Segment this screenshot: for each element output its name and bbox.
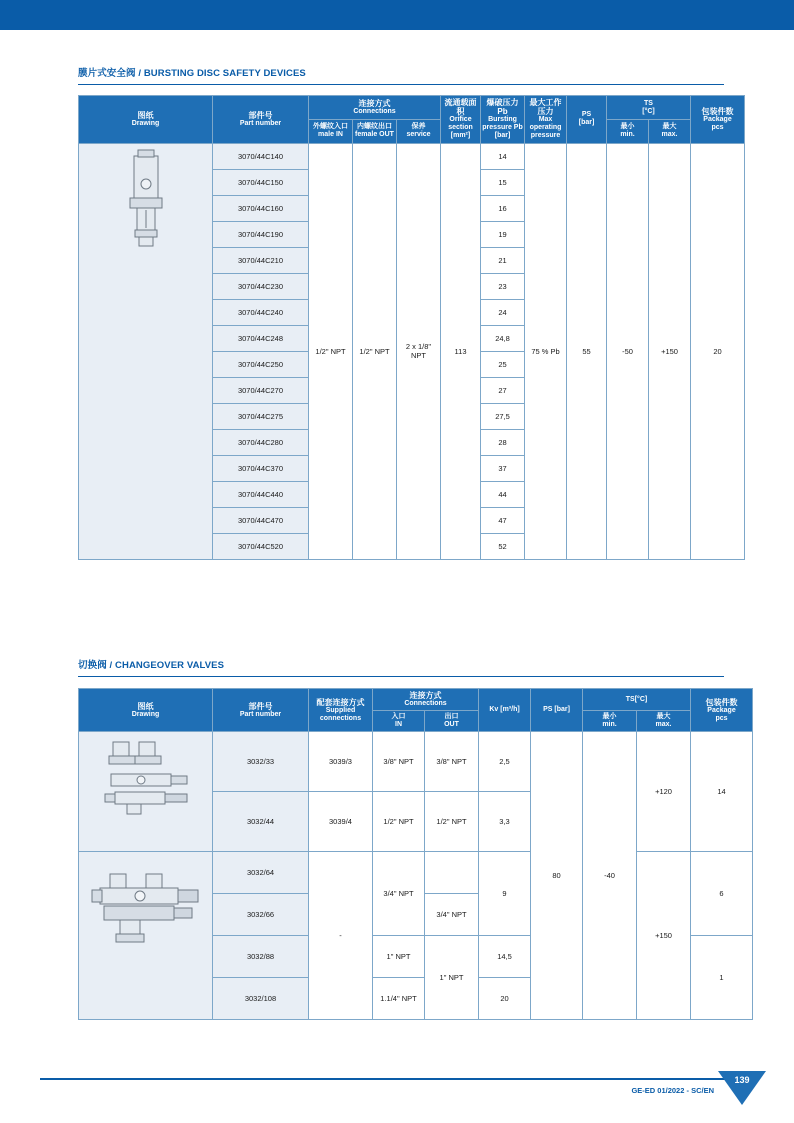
part-number-cell: 3070/44C270 [213, 377, 309, 403]
kv-cell: 14,5 [479, 936, 531, 978]
th-package: 包装件数 Package pcs [691, 96, 745, 144]
in-cell: 1.1/4" NPT [373, 978, 425, 1020]
female-out-cell: 1/2" NPT [353, 143, 397, 559]
bursting-pressure-cell: 37 [481, 455, 525, 481]
out-cell: 1/2" NPT [425, 792, 479, 852]
supplied-connections-cell: 3039/3 [309, 732, 373, 792]
th-connections: 连接方式 Connections [373, 689, 479, 711]
drawing-changeover-large [79, 852, 213, 1020]
bursting-disc-valve-drawing [116, 146, 176, 266]
ps-cell: 80 [531, 732, 583, 1020]
part-number-cell: 3032/88 [213, 936, 309, 978]
part-number-cell: 3032/108 [213, 978, 309, 1020]
out-cell: 1" NPT [425, 936, 479, 1020]
kv-cell: 20 [479, 978, 531, 1020]
section-1-rule [78, 84, 724, 85]
part-number-cell: 3032/33 [213, 732, 309, 792]
in-cell: 1/2" NPT [373, 792, 425, 852]
ts-min-cell: -50 [607, 143, 649, 559]
bursting-pressure-cell: 14 [481, 143, 525, 169]
th-male-in: 外螺纹入口 male IN [309, 120, 353, 143]
th-ts-min: 最小 min. [583, 711, 637, 732]
th-ps: PS [bar] [567, 96, 607, 144]
package-cell: 14 [691, 732, 753, 852]
max-operating-cell: 75 % Pb [525, 143, 567, 559]
changeover-valves-table [78, 688, 753, 1020]
th-ts: TS[°C] [583, 689, 691, 711]
part-number-cell: 3070/44C250 [213, 351, 309, 377]
part-number-cell: 3070/44C248 [213, 325, 309, 351]
part-number-cell: 3070/44C275 [213, 403, 309, 429]
table-header-row [79, 96, 745, 120]
part-number-cell: 3070/44C210 [213, 247, 309, 273]
bursting-disc-table [78, 95, 745, 560]
part-number-cell: 3070/44C140 [213, 143, 309, 169]
bursting-pressure-cell: 24 [481, 299, 525, 325]
bursting-pressure-cell: 23 [481, 273, 525, 299]
th-drawing: 图纸 Drawing [79, 96, 213, 144]
bursting-pressure-cell: 27,5 [481, 403, 525, 429]
footer-code: GE-ED 01/2022 - SC/EN [631, 1086, 714, 1095]
table-header-row [79, 689, 753, 711]
th-supplied-connections: 配套连接方式 Supplied connections [309, 689, 373, 732]
part-number-cell: 3070/44C190 [213, 221, 309, 247]
bursting-pressure-cell: 47 [481, 507, 525, 533]
part-number-cell: 3070/44C240 [213, 299, 309, 325]
part-number-cell: 3032/44 [213, 792, 309, 852]
part-number-cell: 3070/44C280 [213, 429, 309, 455]
out-cell: 3/8" NPT [425, 732, 479, 792]
bursting-pressure-cell: 44 [481, 481, 525, 507]
kv-cell: 2,5 [479, 732, 531, 792]
th-part-number: 部件号 Part number [213, 689, 309, 732]
kv-cell: 3,3 [479, 792, 531, 852]
th-service: 保养 service [397, 120, 441, 143]
th-package: 包装件数 Package pcs [691, 689, 753, 732]
th-out: 出口 OUT [425, 711, 479, 732]
bursting-pressure-cell: 27 [481, 377, 525, 403]
bursting-pressure-cell: 19 [481, 221, 525, 247]
bursting-pressure-cell: 24,8 [481, 325, 525, 351]
in-cell: 1" NPT [373, 936, 425, 978]
ts-max-cell: +150 [637, 852, 691, 1020]
in-cell: 3/8" NPT [373, 732, 425, 792]
th-ps: PS [bar] [531, 689, 583, 732]
part-number-cell: 3070/44C150 [213, 169, 309, 195]
kv-cell: 9 [479, 852, 531, 936]
bursting-pressure-cell: 28 [481, 429, 525, 455]
th-orifice: 流通载面积 Orifice section [mm²] [441, 96, 481, 144]
th-drawing: 图纸 Drawing [79, 689, 213, 732]
bursting-pressure-cell: 52 [481, 533, 525, 559]
bursting-pressure-cell: 16 [481, 195, 525, 221]
supplied-connections-cell: - [309, 852, 373, 1020]
bursting-pressure-cell: 25 [481, 351, 525, 377]
drawing-bursting-disc [79, 143, 213, 559]
ts-min-cell: -40 [583, 732, 637, 1020]
part-number-cell: 3032/66 [213, 894, 309, 936]
bursting-pressure-cell: 15 [481, 169, 525, 195]
section-1-title: 膜片式安全阀 / BURSTING DISC SAFETY DEVICES [78, 68, 306, 79]
th-ts-max: 最大 max. [637, 711, 691, 732]
supplied-connections-cell: 3039/4 [309, 792, 373, 852]
th-part-number: 部件号 Part number [213, 96, 309, 144]
footer-rule [40, 1078, 754, 1080]
th-ts-min: 最小 min. [607, 120, 649, 143]
package-cell: 20 [691, 143, 745, 559]
page-number: 139 [734, 1075, 750, 1085]
out-cell: 3/4" NPT [425, 894, 479, 936]
ts-max-cell: +120 [637, 732, 691, 852]
part-number-cell: 3070/44C230 [213, 273, 309, 299]
page-number-tag [718, 1063, 766, 1111]
top-blue-bar [0, 0, 794, 30]
changeover-valve-large-drawing [86, 854, 206, 964]
bursting-pressure-cell: 21 [481, 247, 525, 273]
male-in-cell: 1/2" NPT [309, 143, 353, 559]
table-row [79, 852, 753, 894]
part-number-cell: 3070/44C370 [213, 455, 309, 481]
th-in: 入口 IN [373, 711, 425, 732]
in-cell: 3/4" NPT [373, 852, 425, 936]
part-number-cell: 3070/44C160 [213, 195, 309, 221]
th-ts: TS [°C] [607, 96, 691, 120]
drawing-changeover-small [79, 732, 213, 852]
package-cell: 6 [691, 852, 753, 936]
ps-cell: 55 [567, 143, 607, 559]
table-row [79, 732, 753, 792]
th-female-out: 内螺纹出口 female OUT [353, 120, 397, 143]
table-row [79, 143, 745, 169]
package-cell: 1 [691, 936, 753, 1020]
part-number-cell: 3070/44C470 [213, 507, 309, 533]
th-connections: 连接方式 Connections [309, 96, 441, 120]
orifice-cell: 113 [441, 143, 481, 559]
ts-max-cell: +150 [649, 143, 691, 559]
service-cell: 2 x 1/8" NPT [397, 143, 441, 559]
th-bursting-pressure: 爆破压力 Pb Bursting pressure Pb [bar] [481, 96, 525, 144]
th-ts-max: 最大 max. [649, 120, 691, 143]
changeover-valve-small-drawing [91, 734, 201, 826]
section-2-rule [78, 676, 724, 677]
th-kv: Kv [m³/h] [479, 689, 531, 732]
th-max-operating: 最大工作压力 Max operating pressure [525, 96, 567, 144]
part-number-cell: 3070/44C520 [213, 533, 309, 559]
part-number-cell: 3070/44C440 [213, 481, 309, 507]
out-cell [425, 852, 479, 894]
section-2-title: 切换阀 / CHANGEOVER VALVES [78, 660, 225, 671]
part-number-cell: 3032/64 [213, 852, 309, 894]
